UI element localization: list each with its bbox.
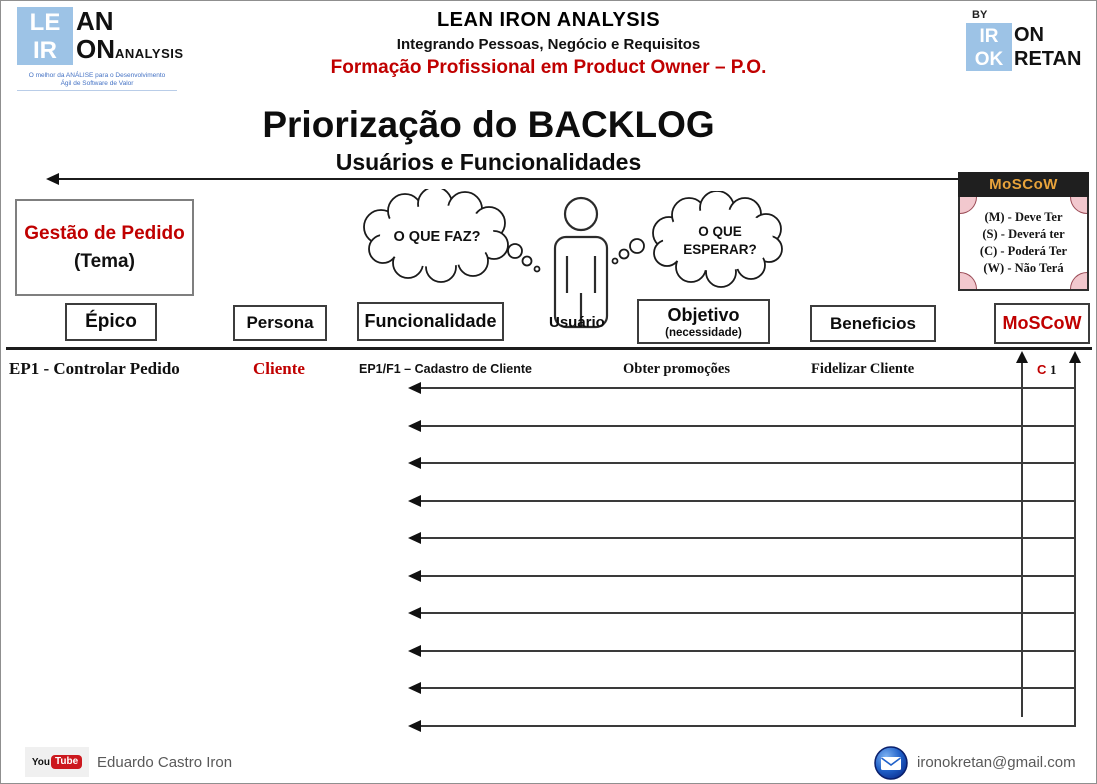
flow-arrow <box>421 612 1076 614</box>
logo-blue-square <box>17 7 73 65</box>
legend-item-should: (S) - Deverá ter <box>982 227 1065 241</box>
theme-subtitle: (Tema) <box>74 250 135 272</box>
thought-bubble-what-expect <box>609 191 794 296</box>
logo-analysis: ANALYSIS <box>115 46 184 61</box>
flow-arrow <box>421 387 1076 389</box>
top-flow-arrow <box>59 178 958 180</box>
author-name: Eduardo Castro Iron <box>97 754 233 771</box>
bubble-right-text-1: O QUE <box>698 224 742 239</box>
flow-arrow <box>421 725 1076 727</box>
header-divider-line <box>6 347 1092 350</box>
logo-ir2: IR <box>979 26 999 47</box>
ironokretan-logo <box>966 9 1092 71</box>
contact-email: ironokretan@gmail.com <box>917 754 1076 771</box>
header-course-line: Formação Profissional em Product Owner – P.O. <box>330 57 767 78</box>
logo-ir: IR <box>33 37 57 64</box>
youtube-logo <box>25 747 89 777</box>
moscow-legend-title: MoSCoW <box>958 172 1089 197</box>
page-subtitle: Usuários e Funcionalidades <box>308 149 669 180</box>
logo-an: AN <box>76 6 114 36</box>
theme-box <box>15 199 194 296</box>
flow-arrow <box>421 575 1076 577</box>
flow-arrow <box>421 425 1076 427</box>
column-header-moscow: MoSCoW <box>994 303 1090 344</box>
flow-arrow <box>421 687 1076 689</box>
flow-arrow <box>421 537 1076 539</box>
objetivo-sublabel: (necessidade) <box>665 326 742 339</box>
legend-item-wont: (W) - Não Terá <box>983 261 1064 275</box>
logo-retan: RETAN <box>1014 48 1082 70</box>
logo-tagline: O melhor da ANÁLISE para o Desenvolvimento Ágil de Software de Valor <box>17 72 177 91</box>
row-cell-funcionalidade: EP1/F1 – Cadastro de Cliente <box>359 362 532 376</box>
youtube-tube-badge: Tube <box>51 755 82 769</box>
objetivo-label: Objetivo <box>667 304 740 325</box>
user-figure-icon <box>546 196 616 333</box>
legend-item-must: (M) - Deve Ter <box>984 210 1063 224</box>
logo-on2: ON <box>1014 24 1044 46</box>
email-icon <box>873 745 909 781</box>
lean-iron-analysis-logo <box>17 7 187 91</box>
theme-title: Gestão de Pedido <box>24 222 185 244</box>
column-header-beneficios: Beneficios <box>810 305 936 342</box>
bubble-right-text-2: ESPERAR? <box>683 242 757 257</box>
column-header-epico: Épico <box>65 303 157 341</box>
moscow-column-line-left <box>1021 362 1023 717</box>
row-cell-moscow <box>1037 362 1057 378</box>
thought-bubble-what-does <box>353 189 545 289</box>
column-header-funcionalidade: Funcionalidade <box>357 302 504 341</box>
moscow-priority-number: 1 <box>1050 362 1057 377</box>
column-header-persona: Persona <box>233 305 327 341</box>
flow-arrow <box>421 500 1076 502</box>
youtube-you-text: You <box>31 756 50 768</box>
header-title: LEAN IRON ANALYSIS <box>436 9 661 31</box>
row-cell-epico: EP1 - Controlar Pedido <box>9 359 180 378</box>
logo-ok: OK <box>974 49 1004 70</box>
legend-item-could: (C) - Poderá Ter <box>979 244 1068 258</box>
logo-le: LE <box>29 9 61 36</box>
moscow-legend <box>958 172 1089 291</box>
logo-right-blue-square <box>966 23 1012 71</box>
header-subtitle: Integrando Pessoas, Negócio e Requisitos <box>396 36 701 53</box>
column-header-objetivo <box>637 299 770 344</box>
row-cell-beneficios: Fidelizar Cliente <box>811 361 915 377</box>
row-cell-persona: Cliente <box>253 359 305 378</box>
logo-on: ON <box>76 34 115 64</box>
flow-arrow <box>421 650 1076 652</box>
row-cell-objetivo: Obter promoções <box>623 361 730 377</box>
bubble-left-text: O QUE FAZ? <box>393 229 481 245</box>
moscow-priority-letter: C <box>1037 362 1047 377</box>
by-label: BY <box>972 9 988 21</box>
column-header-usuario: Usuário <box>549 314 605 331</box>
flow-arrow <box>421 462 1076 464</box>
moscow-column-line-right <box>1074 362 1076 727</box>
page-title: Priorização do BACKLOG <box>262 104 715 145</box>
